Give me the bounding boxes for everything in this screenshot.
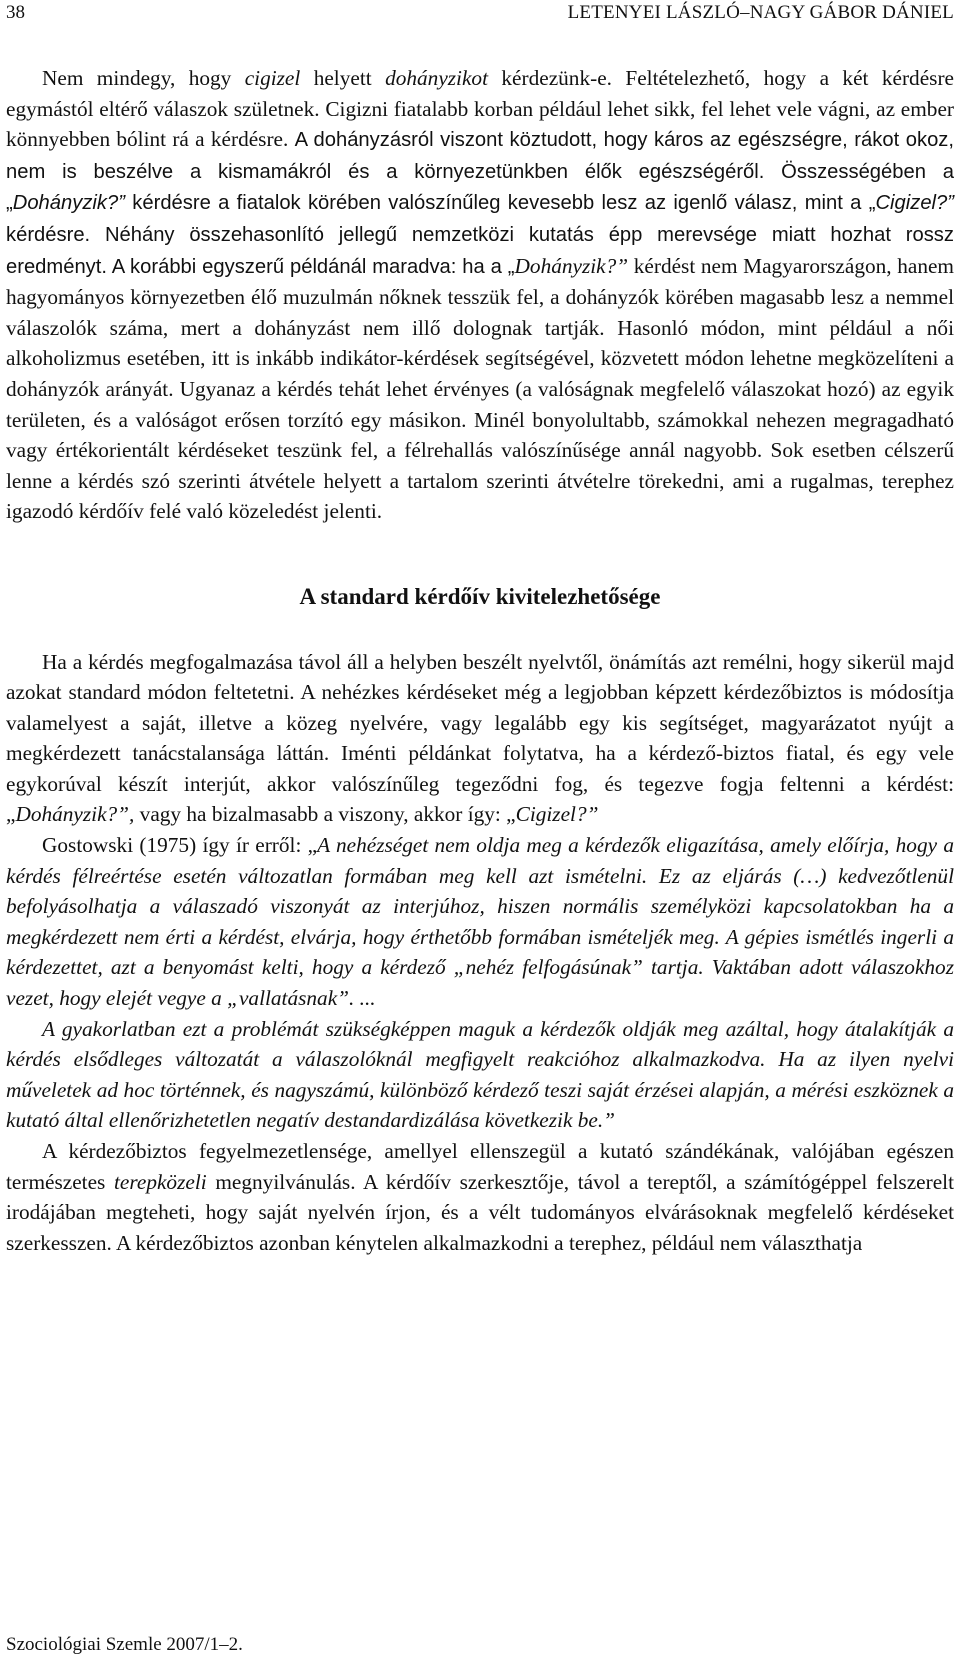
italic-term: Cigizel?” xyxy=(875,192,954,215)
paragraph-2 xyxy=(6,647,954,831)
section-title: A standard kérdőív kivitelezhetősége xyxy=(299,583,661,609)
quoted-text: A nehézséget nem oldja meg a kérdezők eligazítása, amely előírja, hogy a kérdés félreértése esetén változatlan formában meg kell azt ismételni. Ez az eljárás (…) kedvezőtlenül befolyásolhatja a válaszadó viszonyát az interjúhoz, hiszen normális személyközi kapcsolatokban ha a megkérdezett nem érti a kérdést, elvárja, hogy érthetőbb formában ismételjék meg. A gépies ismétlés ingerli a kérdezettet, azt a benyomást kelti, hogy a kérdező „nehéz felfogásúnak” tartja. Vaktában adott válaszokhoz vezet, hogy elejét vegye a „vallatásnak”. ... xyxy=(6,833,954,1011)
text-span: kérdezünk-e. Feltételezhető, hogy a két kérdésre egymástól eltérő válaszok születnek. Cigizni fiatalabb korban például lehet sikk, fel lehet vele vágni, az ember könnyebben bólint rá a kérdésre. xyxy=(6,66,954,152)
page-body xyxy=(6,63,954,1258)
sans-text-span: A dohányzásról viszont köztudott, hogy káros az egészségre, rákot okoz, nem is beszélve a kismamákról és a környezetünkben élők egészségéről. Összességében a „ xyxy=(6,129,954,215)
text-span: Ha a kérdés megfogalmazása távol áll a helyben beszélt nyelvtől, önámítás azt remélni, hogy sikerül majd azokat standard módon feltetetni. A nehézkes kérdéseket még a legjobban képzett kérdezőbiztos is módosítja valamelyest a saját, illetve a közeg nyelvére, vagy legalább egy kis segítséget, magyarázatot nyújt a megkérdezett tanácstalansága láttán. Iménti példánkat folytatva, ha a kérdező-biztos fiatal, és egy vele egykorúval készít interjút, akkor valószínűleg tegeződni fog, és tegezve fogja feltenni a kérdést: „ xyxy=(6,649,954,827)
text-span: helyett xyxy=(300,66,386,90)
page-number: 38 xyxy=(6,2,25,23)
text-span: A kérdezőbiztos fegyelmezetlensége, amellyel ellenszegül a kutató szándékának, valójában egészen természetes xyxy=(6,1139,954,1194)
italic-term: Dohányzik?” xyxy=(12,192,125,215)
text-span: Gostowski (1975) így ír erről: „ xyxy=(42,833,318,858)
text-span: kérdést nem Magyarországon, hanem hagyományos környezetben élő muzulmán nőknek tesszük fel, a dohányzók körében magasabb lesz a nemmel válaszolók száma, mert a dohányzást nem illő dolognak tartják. Hasonló módon, mint például a női alkoholizmus esetében, itt is inkább indikátor-kérdések segítségével, közvetett módon lehetne megközelíteni a dohányzók arányát. Ugyanaz a kérdés tehát lehet érvényes (a valóságnak megfelelő válaszokat hozó) az egyik területen, és a valóságot erősen torzító egy másikon. Minél bonyolultabb, számokkal nehezen megragadható vagy értékorientált kérdéseket teszünk fel, a félrehallás valószínűsége annál nagyobb. Sok esetben célszerű lenne a kérdés szó szerinti átvétele helyett a tartalom szerinti átvételre törekedni, ami a rugalmas, terephez igazodó kérdőív felé való közeledést jelenti. xyxy=(6,253,955,524)
paragraph-4-quote xyxy=(6,1014,954,1136)
italic-term: terepközeli xyxy=(114,1169,207,1194)
page-header xyxy=(6,0,954,30)
italic-term: cigizel xyxy=(244,66,301,90)
text-span: megnyilvánulás. A kérdőív szerkesztője, távol a tereptől, a számítógéppel felszerelt irodájában megteheti, hogy saját nyelvén írjon, és a vélt tudományos elvárásoknak megfelelő kérdéseket szerkesszen. A kérdezőbiztos azonban kénytelen alkalmazkodni a terephez, például nem választhatja xyxy=(6,1169,954,1255)
paragraph-1 xyxy=(6,63,954,527)
running-title: LETENYEI LÁSZLÓ–NAGY GÁBOR DÁNIEL xyxy=(567,2,954,23)
italic-term: Dohányzik?”, xyxy=(15,802,135,827)
paragraph-5 xyxy=(6,1136,954,1258)
text-span: vagy ha bizalmasabb a viszony, akkor így: „ xyxy=(134,802,516,827)
italic-term: Cigizel?” xyxy=(515,802,599,827)
italic-term: Dohányzik?” xyxy=(514,253,629,278)
quoted-text: A gyakorlatban ezt a problémát szükségképpen maguk a kérdezők oldják meg azáltal, hogy átalakítják a kérdés elsődleges változatát a válaszolóknál megfigyelt reakcióhoz alkalmazkodva. Ha az ilyen nyelvi műveletek ad hoc történnek, és nagyszámú, különböző kérdező teszi saját érzései alapján, a mérési eszköznek a kutató által ellenőrizhetetlen negatív destandardizálása következik be.” xyxy=(6,1016,954,1133)
sans-text-span: kérdésre. Néhány összehasonlító jellegű nemzetközi kutatás épp merevsége miatt hozhat rossz eredményt. A korábbi egyszerű példánál maradva: ha a „ xyxy=(6,223,954,278)
paragraph-3-quote xyxy=(6,830,954,1014)
sans-text-span: kérdésre a fiatalok körében valószínűleg kevesebb lesz az igenlő válasz, mint a „ xyxy=(124,192,876,215)
italic-term: dohányzikot xyxy=(385,66,488,90)
page-footer: Szociológiai Szemle 2007/1–2. xyxy=(6,1634,243,1655)
text-span: Nem mindegy, hogy xyxy=(42,66,245,90)
